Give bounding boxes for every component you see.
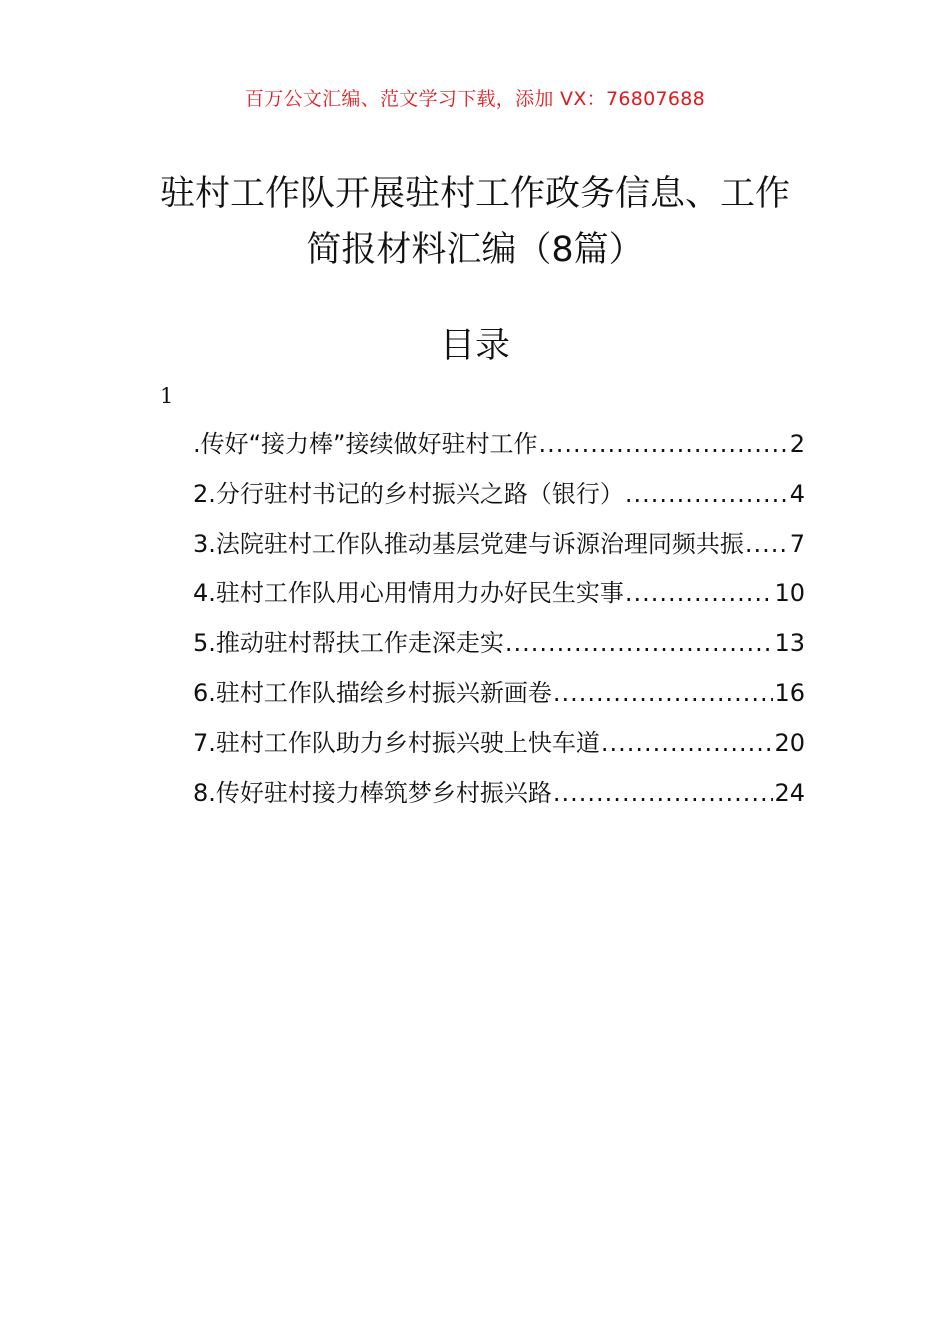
title-line-2: 简报材料汇编（8篇） <box>306 230 644 270</box>
toc-heading: 目录 <box>439 326 510 366</box>
toc-entry-page: 4 <box>789 479 805 508</box>
toc-entry-page: 20 <box>774 728 805 757</box>
toc-entry-title: 8.传好驻村接力棒筑梦乡村振兴路 <box>193 778 552 807</box>
toc-entry-4[interactable] <box>193 569 805 619</box>
toc-entry-title: 7.驻村工作队助力乡村振兴驶上快车道 <box>193 728 600 757</box>
toc-entry-title: 5.推动驻村帮扶工作走深走实 <box>193 629 504 658</box>
toc-entry-6[interactable] <box>193 669 805 719</box>
toc-entry-page: 13 <box>774 629 805 658</box>
toc-entry-page: 2 <box>789 430 805 458</box>
document-title <box>120 166 830 278</box>
toc-entry-page: 10 <box>774 579 805 608</box>
toc-entry-page: 16 <box>774 678 805 707</box>
toc-entry-3[interactable] <box>193 520 805 570</box>
stray-list-number: 1 <box>160 384 174 408</box>
toc-entry-title: 4.驻村工作队用心用情用力办好民生实事 <box>193 579 624 608</box>
toc-entry-page: 7 <box>789 529 805 558</box>
toc-dot-leader <box>505 619 774 669</box>
toc-entry-title: 2.分行驻村书记的乡村振兴之路（银行） <box>193 479 624 508</box>
toc-entry-title: .传好“接力棒”接续做好驻村工作 <box>193 430 538 458</box>
toc-dot-leader <box>625 569 774 619</box>
toc-dot-leader <box>553 669 774 719</box>
table-of-contents <box>193 420 805 818</box>
toc-entry-8[interactable] <box>193 769 805 819</box>
toc-entry-5[interactable] <box>193 619 805 669</box>
toc-dot-leader <box>745 520 789 570</box>
toc-entry-title: 6.驻村工作队描绘乡村振兴新画卷 <box>193 678 552 707</box>
toc-entry-2[interactable] <box>193 470 805 520</box>
toc-entry-page: 24 <box>774 778 805 807</box>
toc-dot-leader <box>625 470 789 520</box>
toc-dot-leader <box>539 420 789 470</box>
toc-dot-leader <box>553 769 774 819</box>
header-watermark-note: 百万公文汇编、范文学习下载，添加 VX：76807688 <box>244 88 706 110</box>
toc-dot-leader <box>601 719 774 769</box>
toc-entry-1[interactable] <box>193 420 805 470</box>
title-line-1: 驻村工作队开展驻村工作政务信息、工作 <box>159 174 790 214</box>
toc-entry-title: 3.法院驻村工作队推动基层党建与诉源治理同频共振 <box>193 529 744 558</box>
toc-entry-7[interactable] <box>193 719 805 769</box>
